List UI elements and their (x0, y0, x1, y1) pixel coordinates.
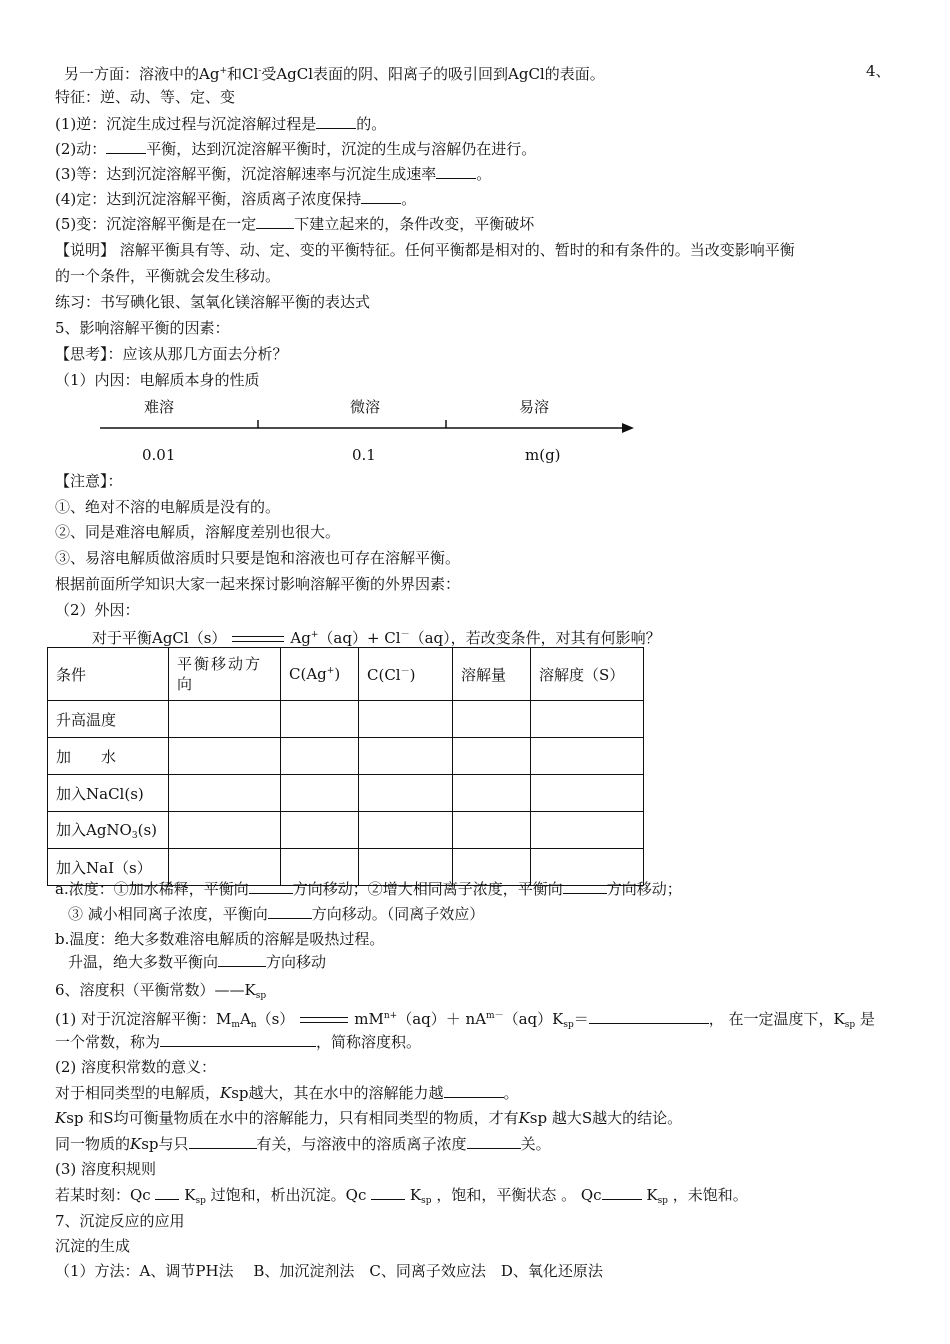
table-row (48, 701, 644, 738)
table-cell: 加 水 (48, 738, 169, 775)
text-line: 6、溶度积（平衡常数）$——K_{sp}$ (55, 981, 267, 1001)
text-line: 对于相同类型的电解质，Ksp越大，其在水中的溶解能力越 。 (55, 1084, 519, 1102)
text-line: 7、沉淀反应的应用 (55, 1212, 185, 1230)
table-header: C(Ag+) (281, 648, 359, 701)
axis-category-label: 微溶 (350, 398, 381, 416)
text-line: 5、影响溶解平衡的因素： (55, 319, 230, 337)
table-header: 平衡移动方向 (169, 648, 281, 701)
text-line: 的一个条件，平衡就会发生移动。 (55, 267, 281, 285)
table-cell: 加入AgNO$_3$(s) (48, 812, 169, 849)
text-line: ③、易溶电解质做溶质时只要是饱和溶液也可存在溶解平衡。 (55, 549, 461, 567)
influence-table (47, 647, 644, 886)
equilibrium-arrow (300, 1015, 348, 1025)
text-line: (3)等：达到沉淀溶解平衡，沉淀溶解速率与沉淀生成速率 。 (55, 165, 492, 183)
axis-tick-label: m(g) (525, 446, 561, 464)
text-line: 另一方面：溶液中的Ag+和Cl-受AgCl表面的阴、阳离子的吸引回到AgCl的表面。 (64, 65, 605, 83)
text-line: 练习：书写碘化银、氢氧化镁溶解平衡的表达式 (55, 293, 371, 311)
text-line: 沉淀的生成 (55, 1237, 131, 1255)
text-line: (4)定：达到沉淀溶解平衡，溶质离子浓度保持 。 (55, 190, 417, 208)
table-cell: 加入NaI（s） (48, 849, 169, 886)
axis-arrow (98, 418, 638, 438)
table-row (48, 775, 644, 812)
axis-tick-label: 0.1 (352, 446, 376, 464)
table-header: 溶解量 (453, 648, 531, 701)
text-line: 【说明】 溶解平衡具有等、动、定、变的平衡特征。任何平衡都是相对的、暂时的和有条件的。当改变影响平衡 (55, 241, 795, 259)
text-line: ①、绝对不溶的电解质是没有的。 (55, 498, 281, 516)
text-line: b.温度：绝大多数难溶电解质的溶解是吸热过程。 (55, 930, 385, 948)
text-line: (2) 溶度积常数的意义： (55, 1058, 217, 1076)
text-line: a.浓度：①加水稀释，平衡向 方向移动；②增大相同离子浓度，平衡向 方向移动； (55, 880, 682, 898)
axis-tick-label: 0.01 (142, 446, 176, 464)
table-header: C(Cl－) (359, 648, 453, 701)
text-line: 升温，绝大多数平衡向 方向移动 (68, 953, 327, 971)
text-line: (2)动： 平衡，达到沉淀溶解平衡时，沉淀的生成与溶解仍在进行。 (55, 140, 537, 158)
table-cell: 升高温度 (48, 701, 169, 738)
table-header: 溶解度（S） (531, 648, 644, 701)
text-line: (1) 对于沉淀溶解平衡：$M_mA_n(s)$ $mM^{n+}(aq)+ nA^{m-}(aq)K_{sp}=$ ， 在一定温度下，$K_{sp}$ 是 (55, 1010, 875, 1030)
text-line: （2）外因： (55, 601, 140, 619)
text-line: ③ 减小相同离子浓度，平衡向 方向移动。（同离子效应） (68, 905, 485, 923)
text-line: 【思考】：应该从那几方面去分析？ (55, 345, 288, 363)
axis-category-label: 难溶 (144, 398, 175, 416)
text-line: (3) 溶度积规则 (55, 1160, 157, 1178)
text-line: 若某时刻：Qc $K_{sp}$ 过饱和，析出沉淀。Qc $K_{sp}$ ，饱和，平衡状态 。 Qc $K_{sp}$ ，未饱和。 (55, 1186, 748, 1206)
axis-category-label: 易溶 (519, 398, 550, 416)
table-cell: 加入NaCl(s) (48, 775, 169, 812)
table-header: 条件 (48, 648, 169, 701)
equilibrium-arrow (232, 634, 284, 644)
text-line: 同一物质的Ksp与只 有关，与溶液中的溶质离子浓度 关。 (55, 1135, 551, 1153)
table-row (48, 738, 644, 775)
text-line: 【注意】： (55, 472, 123, 490)
text-line: 根据前面所学知识大家一起来探讨影响溶解平衡的外界因素： (55, 575, 461, 593)
text-line: ②、同是难溶电解质，溶解度差别也很大。 (55, 523, 341, 541)
text-line: Ksp 和S均可衡量物质在水中的溶解能力，只有相同类型的物质，才有Ksp 越大S越大的结论。 (55, 1109, 683, 1127)
text-line: (5)变：沉淀溶解平衡是在一定 下建立起来的，条件改变，平衡破坏 (55, 215, 535, 233)
text-line: (1)逆：沉淀生成过程与沉淀溶解过程是 的。 (55, 115, 387, 133)
text-line: 特征：逆、动、等、定、变 (55, 88, 236, 106)
text-line: （1）内因：电解质本身的性质 (55, 371, 260, 389)
section-number: 4、 (866, 62, 891, 80)
text-line: 一个常数，称为 ，简称溶度积。 (55, 1033, 422, 1051)
text-line: （1）方法：A、调节PH法 B、加沉淀剂法 C、同离子效应法 D、氧化还原法 (55, 1262, 603, 1280)
table-row (48, 812, 644, 849)
text-line: 对于平衡AgCl（s） Ag+（aq）+ Cl－（aq），若改变条件，对其有何影响？ (92, 629, 661, 647)
